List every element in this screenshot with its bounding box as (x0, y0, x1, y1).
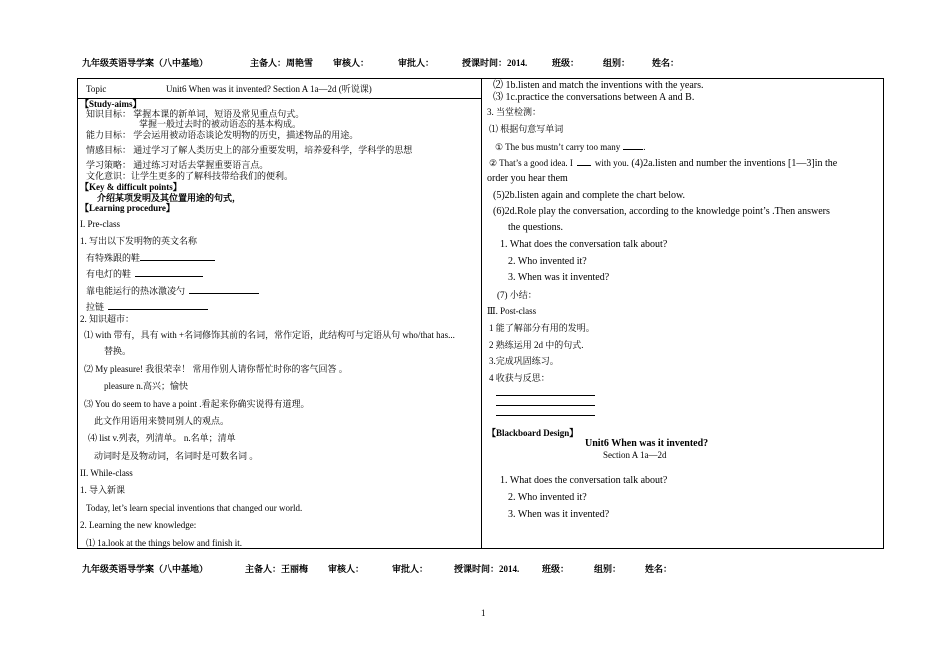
key-points-title: 【Key & difficult points】 (80, 182, 182, 192)
while-step-2: 2. Learning the new knowledge: (80, 520, 197, 530)
aim-knowledge-2: 掌握一般过去时的被动语态的基本构成。 (139, 119, 302, 129)
step-2b: (5)2b.listen again and complete the chart below. (493, 190, 686, 201)
approver: 审批人： (392, 564, 429, 574)
post-item-3: 3.完成巩固练习。 (489, 356, 559, 366)
name: 姓名： (652, 58, 680, 68)
study-aims-title: 【Study-aims】 (80, 99, 142, 109)
blackboard-heading: Unit6 When was it invented? (585, 438, 709, 449)
page-number: 1 (481, 608, 486, 618)
question-c: 3. When was it invented? (508, 272, 610, 283)
invention-item-label: 靠电能运行的热冰激凌勺 (86, 286, 186, 296)
topic-label: Topic (86, 84, 107, 94)
blackboard-sub: Section A 1a—2d (603, 450, 667, 460)
summary: (7) 小结： (497, 290, 537, 300)
answer-blank[interactable] (189, 285, 259, 294)
reflection-line-1[interactable] (496, 395, 595, 396)
group: 组别： (594, 564, 622, 574)
check-sub: ⑴ 根据句意写单词 (489, 124, 564, 134)
knowledge-2b: pleasure n.高兴；愉快 (104, 381, 188, 391)
teach-time: 授课时间：2014. (454, 564, 520, 574)
aim-emotion: 情感目标： 通过学习了解人类历史上的部分重要发明，培养爱科学，学科学的思想 (86, 145, 413, 155)
check-item-2-text: ② That’s a good idea. I (489, 158, 573, 168)
reflection-line-3[interactable] (496, 415, 595, 416)
name: 姓名： (645, 564, 673, 574)
group: 组别： (603, 58, 631, 68)
answer-blank[interactable] (623, 141, 646, 152)
question-2: 2. 知识超市： (80, 314, 135, 324)
while-class-heading: II. While-class (80, 468, 133, 478)
answer-blank[interactable] (108, 301, 208, 310)
step-2d-cont: the questions. (508, 222, 563, 233)
while-step-1b: Today, let’s learn special inventions that changed our world. (86, 503, 303, 513)
knowledge-1: ⑴ with 带有，具有 with +名词修饰其前的名词，常作定语，此结构可与定语从句 who/that has... (84, 330, 455, 340)
invention-item-label: 有特殊跟的鞋 (86, 253, 141, 263)
answer-blank[interactable] (577, 157, 591, 166)
aim-knowledge: 知识目标： 掌握本课的新单词，短语及常见重点句式。 (86, 109, 305, 119)
column-divider (481, 78, 482, 549)
question-a: 1. What does the conversation talk about? (500, 239, 668, 250)
check-item-1-end: . (643, 142, 646, 152)
check-heading: 3. 当堂检测： (487, 107, 542, 117)
bb-question-c: 3. When was it invented? (508, 509, 610, 520)
class: 班级： (552, 58, 580, 68)
question-b: 2. Who invented it? (508, 256, 587, 267)
check-item-2-end: with you. (594, 158, 629, 168)
while-step-1: 1. 导入新课 (80, 485, 126, 495)
step-2a-cont: order you hear them (487, 173, 568, 184)
topic-value: Unit6 When was it invented? Section A 1a—2d (听说课) (166, 84, 372, 94)
check-item-2 (489, 157, 837, 170)
knowledge-4b: 动词时是及物动词，名词时是可数名词 。 (94, 451, 259, 461)
step-2d: (6)2d.Role play the conversation, according to the knowledge point’s .Then answers (493, 206, 830, 217)
knowledge-4: ⑷ list v.列表，列清单。 n.名单；清单 (88, 433, 236, 443)
invention-item-3 (86, 285, 259, 296)
while-step-2a: ⑴ 1a.look at the things below and finish it. (86, 538, 242, 548)
post-item-2: 2 熟练运用 2d 中的句式. (489, 340, 584, 350)
invention-item-label: 有电灯的鞋 (86, 269, 132, 279)
bb-question-a: 1. What does the conversation talk about? (500, 475, 668, 486)
teach-time: 授课时间：2014. (462, 58, 528, 68)
aim-culture: 文化意识：让学生更多的了解科技带给我们的便利。 (86, 171, 294, 181)
reviewer: 审核人： (328, 564, 365, 574)
knowledge-1b: 替换。 (104, 346, 132, 356)
bb-question-b: 2. Who invented it? (508, 492, 587, 503)
blackboard-title: 【Blackboard Design】 (487, 428, 579, 438)
answer-blank[interactable] (135, 268, 203, 277)
post-class-heading: Ⅲ. Post-class (487, 306, 537, 316)
key-points-text: 介绍某项发明及其位置用途的句式， (97, 193, 242, 203)
knowledge-3: ⑶ You do seem to have a point .看起来你确实说得有道理。 (84, 399, 310, 409)
aim-strategy: 学习策略： 通过练习对话去掌握重要语言点。 (86, 160, 269, 170)
invention-item-label: 拉链 (86, 302, 105, 312)
aim-ability: 能力目标： 学会运用被动语态谈论发明物的历史，描述物品的用途。 (86, 130, 359, 140)
check-item-1-text: ① The bus mustn’t carry too many (495, 142, 621, 152)
doc-title: 九年级英语导学案（八中基地） (82, 58, 209, 68)
reflection-line-2[interactable] (496, 405, 595, 406)
doc-title: 九年级英语导学案（八中基地） (82, 564, 209, 574)
preparer: 主备人：周艳雪 (250, 58, 314, 68)
invention-item-4 (86, 301, 208, 312)
invention-item-2 (86, 268, 203, 279)
reviewer: 审核人： (333, 58, 370, 68)
knowledge-2: ⑵ My pleasure! 我很荣幸！ 常用作别人请你帮忙时你的客气回答 。 (84, 364, 348, 374)
post-item-4: 4 收获与反思： (489, 373, 550, 383)
pre-class-heading: I. Pre-class (80, 219, 120, 229)
invention-item-1 (86, 252, 215, 263)
class: 班级： (542, 564, 570, 574)
post-item-1: 1 能了解部分有用的发明。 (489, 323, 595, 333)
step-2a: (4)2a.listen and number the inventions [1—3]in the (631, 158, 838, 169)
answer-blank[interactable] (140, 252, 215, 261)
right-step-1b: ⑵ 1b.listen and match the inventions with the years. (493, 80, 704, 91)
knowledge-3b: 此文作用语用来赞同别人的观点。 (94, 416, 230, 426)
approver: 审批人： (398, 58, 435, 68)
learning-procedure-title: 【Learning procedure】 (80, 203, 175, 213)
check-item-1 (495, 141, 645, 152)
preparer: 主备人：王丽梅 (245, 564, 309, 574)
right-step-1c: ⑶ 1c.practice the conversations between A and B. (493, 92, 695, 103)
question-1: 1. 写出以下发明物的英文名称 (80, 236, 198, 246)
